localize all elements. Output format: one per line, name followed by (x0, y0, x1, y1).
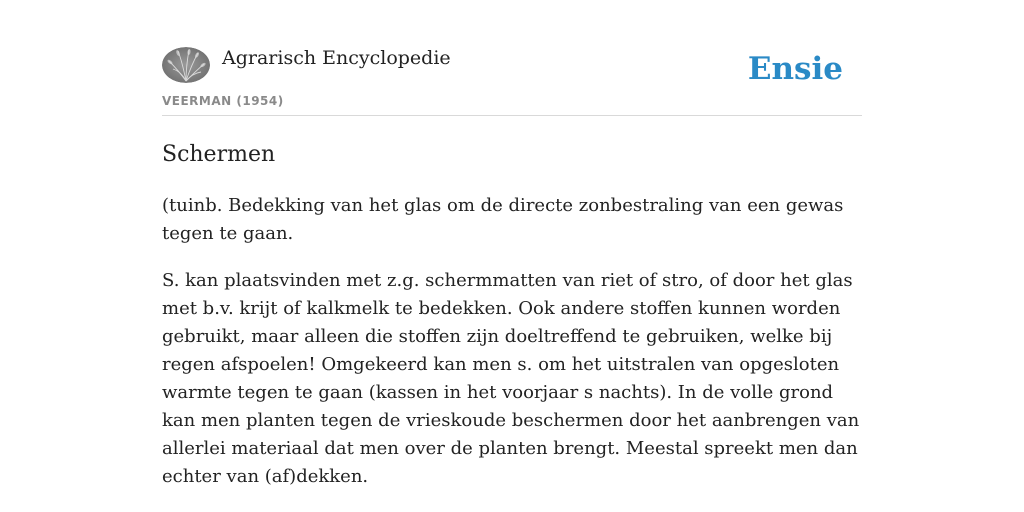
ensie-logo-link[interactable]: Ensie (747, 51, 843, 87)
site-title[interactable]: Agrarisch Encyclopedie (222, 47, 451, 69)
site-header (162, 0, 862, 116)
entry-body (162, 192, 862, 510)
entry-title: Schermen (162, 142, 276, 167)
entry-paragraph: (tuinb. Bedekking van het glas om de directe zonbestraling van een gewas tegen te gaan. (162, 195, 844, 244)
entry-paragraph: S. kan plaatsvinden met z.g. schermmatten van riet of stro, of door het glas met b.v. krijt of kalkmelk te bedekken. Ook andere stoffen kunnen worden gebruikt, maar alleen die stoffen zijn doeltreffend te gebruiken, welke bij regen afspoelen! Omgekeerd kan men s. om het uitstralen van opgesloten warmte tegen te gaan (kassen in het voorjaar s nachts). In de volle grond kan men planten tegen de vrieskoude beschermen door het aanbrengen van allerlei materiaal dat men over de planten brengt. Meestal spreekt men dan echter van (af)dekken. (162, 270, 860, 487)
page (162, 0, 862, 487)
wheat-engraving-icon[interactable] (162, 47, 210, 83)
source-label[interactable]: VEERMAN (1954) (162, 94, 284, 108)
